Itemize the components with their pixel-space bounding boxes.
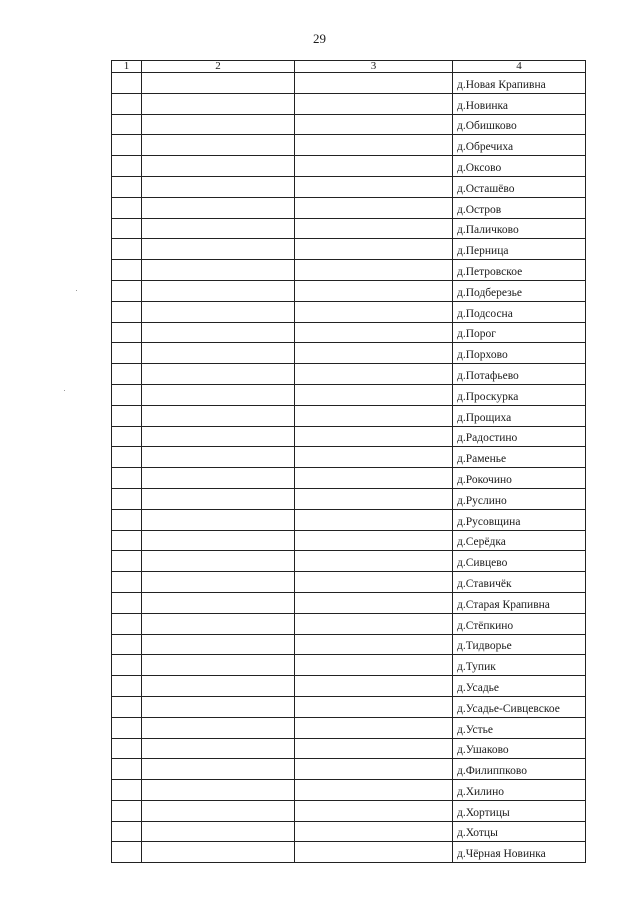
empty-cell-col-3 xyxy=(295,239,453,260)
empty-cell-col-3 xyxy=(295,738,453,759)
empty-cell-col-2 xyxy=(142,322,295,343)
settlement-name-cell: д.Оксово xyxy=(453,156,586,177)
table-body xyxy=(112,73,586,863)
settlement-name-cell: д.Филиппково xyxy=(453,759,586,780)
empty-cell-col-3 xyxy=(295,551,453,572)
empty-cell-col-2 xyxy=(142,239,295,260)
table-row xyxy=(112,551,586,572)
settlement-name-cell: д.Хортицы xyxy=(453,800,586,821)
settlement-name-cell: д.Порог xyxy=(453,322,586,343)
table-row xyxy=(112,488,586,509)
empty-cell-col-3 xyxy=(295,218,453,239)
empty-cell-col-3 xyxy=(295,717,453,738)
settlement-name-cell: д.Потафьево xyxy=(453,364,586,385)
settlement-name-cell: д.Прощиха xyxy=(453,405,586,426)
empty-cell-col-2 xyxy=(142,738,295,759)
settlement-name-cell: д.Новая Крапивна xyxy=(453,73,586,94)
empty-cell-col-2 xyxy=(142,572,295,593)
table-row xyxy=(112,447,586,468)
settlement-name-cell: д.Новинка xyxy=(453,93,586,114)
table-row xyxy=(112,717,586,738)
empty-cell-col-2 xyxy=(142,343,295,364)
settlement-name-cell: д.Порхово xyxy=(453,343,586,364)
scan-speck xyxy=(76,290,77,291)
empty-cell-col-1 xyxy=(112,364,142,385)
empty-cell-col-1 xyxy=(112,156,142,177)
empty-cell-col-3 xyxy=(295,114,453,135)
settlement-name-cell: д.Усадье-Сивцевское xyxy=(453,696,586,717)
empty-cell-col-2 xyxy=(142,842,295,863)
empty-cell-col-3 xyxy=(295,405,453,426)
table-row xyxy=(112,197,586,218)
table-row xyxy=(112,655,586,676)
empty-cell-col-1 xyxy=(112,384,142,405)
empty-cell-col-2 xyxy=(142,426,295,447)
empty-cell-col-2 xyxy=(142,468,295,489)
empty-cell-col-3 xyxy=(295,364,453,385)
empty-cell-col-2 xyxy=(142,509,295,530)
empty-cell-col-3 xyxy=(295,696,453,717)
table-row xyxy=(112,280,586,301)
empty-cell-col-3 xyxy=(295,488,453,509)
table-row xyxy=(112,135,586,156)
empty-cell-col-1 xyxy=(112,239,142,260)
empty-cell-col-3 xyxy=(295,280,453,301)
table-row xyxy=(112,218,586,239)
table-row xyxy=(112,634,586,655)
empty-cell-col-3 xyxy=(295,509,453,530)
empty-cell-col-3 xyxy=(295,634,453,655)
empty-cell-col-3 xyxy=(295,821,453,842)
empty-cell-col-2 xyxy=(142,364,295,385)
settlement-name-cell: д.Осташёво xyxy=(453,176,586,197)
empty-cell-col-2 xyxy=(142,447,295,468)
empty-cell-col-1 xyxy=(112,73,142,94)
settlement-name-cell: д.Чёрная Новинка xyxy=(453,842,586,863)
empty-cell-col-2 xyxy=(142,696,295,717)
table-row xyxy=(112,759,586,780)
empty-cell-col-2 xyxy=(142,530,295,551)
table-row xyxy=(112,343,586,364)
empty-cell-col-3 xyxy=(295,530,453,551)
empty-cell-col-3 xyxy=(295,676,453,697)
empty-cell-col-1 xyxy=(112,447,142,468)
table-row xyxy=(112,239,586,260)
settlement-name-cell: д.Ушаково xyxy=(453,738,586,759)
table-row xyxy=(112,530,586,551)
empty-cell-col-1 xyxy=(112,260,142,281)
settlement-name-cell: д.Сивцево xyxy=(453,551,586,572)
empty-cell-col-3 xyxy=(295,197,453,218)
empty-cell-col-2 xyxy=(142,655,295,676)
empty-cell-col-3 xyxy=(295,426,453,447)
empty-cell-col-1 xyxy=(112,426,142,447)
empty-cell-col-3 xyxy=(295,592,453,613)
empty-cell-col-1 xyxy=(112,322,142,343)
table-row xyxy=(112,114,586,135)
empty-cell-col-2 xyxy=(142,73,295,94)
empty-cell-col-1 xyxy=(112,780,142,801)
empty-cell-col-1 xyxy=(112,800,142,821)
empty-cell-col-2 xyxy=(142,717,295,738)
table-row xyxy=(112,176,586,197)
settlement-name-cell: д.Обишково xyxy=(453,114,586,135)
settlement-name-cell: д.Хотцы xyxy=(453,821,586,842)
empty-cell-col-3 xyxy=(295,301,453,322)
empty-cell-col-1 xyxy=(112,634,142,655)
settlement-name-cell: д.Паличково xyxy=(453,218,586,239)
empty-cell-col-2 xyxy=(142,218,295,239)
table-row xyxy=(112,73,586,94)
empty-cell-col-1 xyxy=(112,218,142,239)
empty-cell-col-3 xyxy=(295,156,453,177)
settlement-name-cell: д.Проскурка xyxy=(453,384,586,405)
empty-cell-col-2 xyxy=(142,613,295,634)
settlement-name-cell: д.Рокочино xyxy=(453,468,586,489)
empty-cell-col-2 xyxy=(142,405,295,426)
empty-cell-col-1 xyxy=(112,613,142,634)
table-row xyxy=(112,842,586,863)
empty-cell-col-1 xyxy=(112,842,142,863)
empty-cell-col-1 xyxy=(112,655,142,676)
settlement-name-cell: д.Остров xyxy=(453,197,586,218)
empty-cell-col-2 xyxy=(142,634,295,655)
empty-cell-col-3 xyxy=(295,468,453,489)
settlement-name-cell: д.Петровское xyxy=(453,260,586,281)
column-header-3: 3 xyxy=(295,61,453,73)
empty-cell-col-2 xyxy=(142,93,295,114)
empty-cell-col-3 xyxy=(295,842,453,863)
settlements-table xyxy=(111,60,586,863)
table-row xyxy=(112,93,586,114)
empty-cell-col-2 xyxy=(142,551,295,572)
column-header-4: 4 xyxy=(453,61,586,73)
empty-cell-col-2 xyxy=(142,176,295,197)
table-row xyxy=(112,696,586,717)
table-row xyxy=(112,426,586,447)
settlement-name-cell: д.Серёдка xyxy=(453,530,586,551)
empty-cell-col-3 xyxy=(295,73,453,94)
empty-cell-col-1 xyxy=(112,135,142,156)
table-row xyxy=(112,364,586,385)
empty-cell-col-3 xyxy=(295,384,453,405)
table-header-row xyxy=(112,61,586,73)
settlement-name-cell: д.Руслино xyxy=(453,488,586,509)
empty-cell-col-1 xyxy=(112,530,142,551)
empty-cell-col-3 xyxy=(295,655,453,676)
empty-cell-col-3 xyxy=(295,572,453,593)
table-row xyxy=(112,613,586,634)
empty-cell-col-1 xyxy=(112,592,142,613)
settlement-name-cell: д.Тупик xyxy=(453,655,586,676)
table-row xyxy=(112,738,586,759)
empty-cell-col-2 xyxy=(142,280,295,301)
table-row xyxy=(112,156,586,177)
empty-cell-col-1 xyxy=(112,197,142,218)
empty-cell-col-3 xyxy=(295,759,453,780)
empty-cell-col-1 xyxy=(112,405,142,426)
table-row xyxy=(112,780,586,801)
empty-cell-col-3 xyxy=(295,322,453,343)
empty-cell-col-1 xyxy=(112,738,142,759)
table-row xyxy=(112,384,586,405)
empty-cell-col-1 xyxy=(112,676,142,697)
empty-cell-col-1 xyxy=(112,759,142,780)
table-row xyxy=(112,592,586,613)
settlement-name-cell: д.Обречиха xyxy=(453,135,586,156)
table-row xyxy=(112,301,586,322)
settlement-name-cell: д.Подберезье xyxy=(453,280,586,301)
empty-cell-col-2 xyxy=(142,114,295,135)
table-row xyxy=(112,322,586,343)
page-number: 29 xyxy=(313,31,326,46)
empty-cell-col-1 xyxy=(112,343,142,364)
empty-cell-col-3 xyxy=(295,800,453,821)
empty-cell-col-3 xyxy=(295,176,453,197)
empty-cell-col-3 xyxy=(295,260,453,281)
empty-cell-col-2 xyxy=(142,156,295,177)
settlement-name-cell: д.Устье xyxy=(453,717,586,738)
empty-cell-col-1 xyxy=(112,488,142,509)
settlement-name-cell: д.Раменье xyxy=(453,447,586,468)
empty-cell-col-2 xyxy=(142,197,295,218)
settlement-name-cell: д.Старая Крапивна xyxy=(453,592,586,613)
table-row xyxy=(112,821,586,842)
empty-cell-col-3 xyxy=(295,780,453,801)
table-row xyxy=(112,572,586,593)
empty-cell-col-2 xyxy=(142,135,295,156)
empty-cell-col-1 xyxy=(112,551,142,572)
empty-cell-col-1 xyxy=(112,572,142,593)
table-row xyxy=(112,468,586,489)
empty-cell-col-1 xyxy=(112,93,142,114)
table-row xyxy=(112,676,586,697)
empty-cell-col-1 xyxy=(112,717,142,738)
empty-cell-col-2 xyxy=(142,592,295,613)
empty-cell-col-3 xyxy=(295,135,453,156)
table-row xyxy=(112,260,586,281)
empty-cell-col-2 xyxy=(142,384,295,405)
empty-cell-col-2 xyxy=(142,488,295,509)
table-row xyxy=(112,405,586,426)
empty-cell-col-3 xyxy=(295,343,453,364)
settlement-name-cell: д.Усадье xyxy=(453,676,586,697)
empty-cell-col-3 xyxy=(295,93,453,114)
empty-cell-col-1 xyxy=(112,509,142,530)
empty-cell-col-1 xyxy=(112,821,142,842)
table-row xyxy=(112,509,586,530)
empty-cell-col-2 xyxy=(142,759,295,780)
settlement-name-cell: д.Ставичёк xyxy=(453,572,586,593)
scan-speck xyxy=(64,390,65,391)
empty-cell-col-2 xyxy=(142,800,295,821)
settlement-name-cell: д.Подсосна xyxy=(453,301,586,322)
settlement-name-cell: д.Радостино xyxy=(453,426,586,447)
settlement-name-cell: д.Хилино xyxy=(453,780,586,801)
empty-cell-col-1 xyxy=(112,114,142,135)
empty-cell-col-1 xyxy=(112,176,142,197)
settlement-name-cell: д.Тидворье xyxy=(453,634,586,655)
empty-cell-col-2 xyxy=(142,780,295,801)
settlement-name-cell: д.Русовщина xyxy=(453,509,586,530)
empty-cell-col-2 xyxy=(142,821,295,842)
column-header-2: 2 xyxy=(142,61,295,73)
empty-cell-col-3 xyxy=(295,613,453,634)
empty-cell-col-1 xyxy=(112,468,142,489)
empty-cell-col-2 xyxy=(142,676,295,697)
settlement-name-cell: д.Стёпкино xyxy=(453,613,586,634)
empty-cell-col-1 xyxy=(112,301,142,322)
table-row xyxy=(112,800,586,821)
settlement-name-cell: д.Перница xyxy=(453,239,586,260)
empty-cell-col-1 xyxy=(112,280,142,301)
empty-cell-col-2 xyxy=(142,301,295,322)
empty-cell-col-3 xyxy=(295,447,453,468)
empty-cell-col-2 xyxy=(142,260,295,281)
empty-cell-col-1 xyxy=(112,696,142,717)
column-header-1: 1 xyxy=(112,61,142,73)
